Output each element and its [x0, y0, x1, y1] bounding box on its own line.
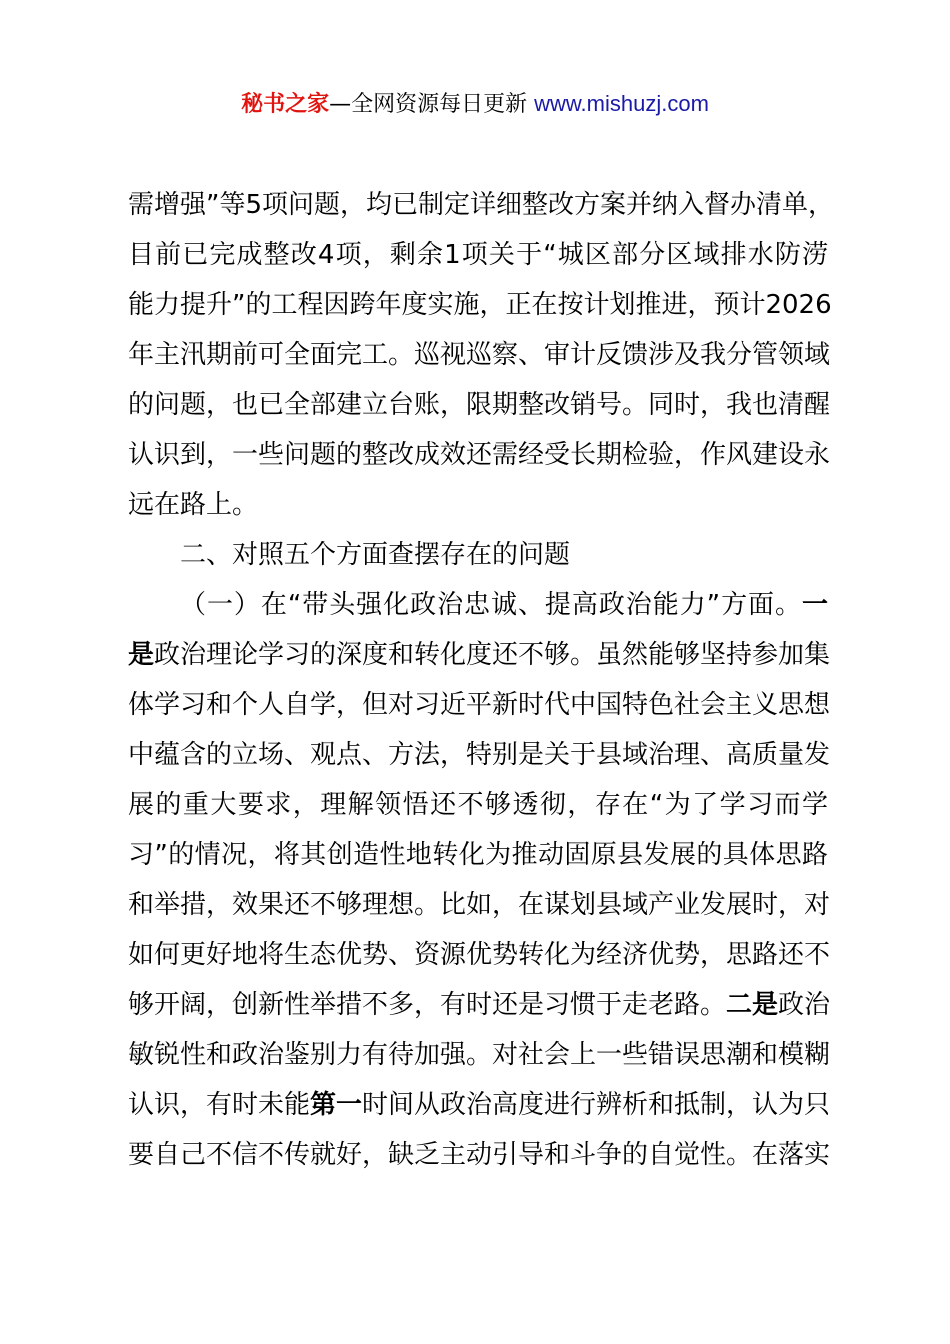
- text-line: 和举措，效果还不够理想。比如，在谋划县域产业发展时，对: [128, 890, 831, 920]
- document-body: [128, 180, 835, 1180]
- text-line: 敏锐性和政治鉴别力有待加强。对社会上一些错误思潮和模糊: [128, 1040, 831, 1070]
- text-line: 如何更好地将生态优势、资源优势转化为经济优势，思路还不: [128, 940, 831, 970]
- brand-name: 秘书之家: [241, 92, 330, 117]
- text-line: [128, 980, 831, 1030]
- bold-marker: 第一: [310, 1090, 363, 1120]
- text-line: [128, 1080, 831, 1130]
- text-line: 的问题，也已全部建立台账，限期整改销号。同时，我也清醒: [128, 390, 831, 420]
- subsection-heading: （一）在“带头强化政治忠诚、提高政治能力”方面。: [180, 590, 802, 620]
- bold-marker: 是: [128, 640, 155, 670]
- text-line: 能力提升”的工程因跨年度实施，正在按计划推进，预计2026: [128, 290, 832, 320]
- text-line: 习”的情况，将其创造性地转化为推动固原县发展的具体思路: [128, 840, 828, 870]
- site-url-link[interactable]: www.mishuzj.com: [534, 91, 709, 116]
- text-line: 需增强”等5项问题，均已制定详细整改方案并纳入督办清单，: [128, 190, 835, 220]
- text-segment: 政治: [778, 990, 831, 1020]
- text-line: 展的重大要求，理解领悟还不够透彻，存在“为了学习而学: [128, 790, 828, 820]
- text-line: 年主汛期前可全面完工。巡视巡察、审计反馈涉及我分管领域: [128, 340, 831, 370]
- subsection-heading-line: [128, 580, 828, 630]
- text-segment: 政治理论学习的深度和转化度还不够。虽然能够坚持参加集: [154, 640, 831, 670]
- text-segment: 时间从政治高度进行辨析和抵制，认为只: [362, 1090, 831, 1120]
- text-line: [128, 630, 831, 680]
- text-line: 体学习和个人自学，但对习近平新时代中国特色社会主义思想: [128, 690, 831, 720]
- text-line: 要自己不信不传就好，缺乏主动引导和斗争的自觉性。在落实: [128, 1140, 831, 1170]
- text-line: 认识到，一些问题的整改成效还需经受长期检验，作风建设永: [128, 440, 831, 470]
- site-header: [0, 88, 950, 121]
- text-line: 目前已完成整改4项，剩余1项关于“城区部分区域排水防涝: [128, 240, 828, 270]
- text-segment: 认识，有时未能: [128, 1090, 311, 1120]
- header-tagline: —全网资源每日更新: [329, 92, 535, 117]
- text-line: 远在路上。: [128, 490, 259, 520]
- section-heading: 二、对照五个方面查摆存在的问题: [180, 540, 571, 570]
- text-segment: 够开阔，创新性举措不多，有时还是习惯于走老路。: [128, 990, 727, 1020]
- bold-marker: 一: [801, 590, 828, 620]
- text-line: 中蕴含的立场、观点、方法，特别是关于县域治理、高质量发: [128, 740, 831, 770]
- bold-marker: 二是: [726, 990, 779, 1020]
